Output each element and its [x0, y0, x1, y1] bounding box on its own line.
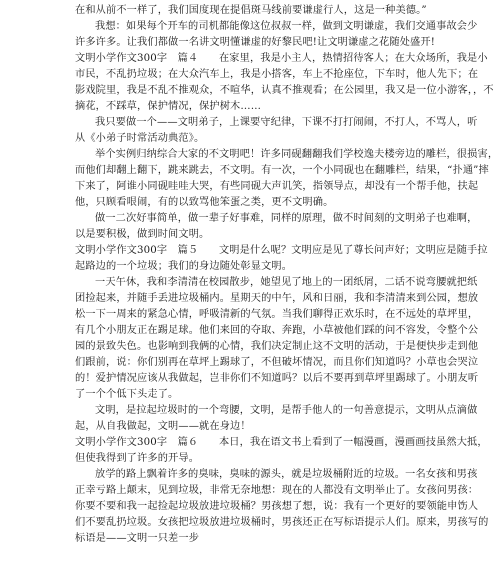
section-heading-line: 文明小学作文300字 篇４ 在家里，我是小主人，热情招待客人；在大众场所，我是小	[75, 53, 488, 64]
text-line: 做一二次好事简单，做一辈子好事难，同样的原理，做不时间刻的文明弟子也难啊，	[95, 213, 478, 224]
text-line: 市民，不乱扔垃圾；在大众汽车上，我是小搭客，车上不抢座位，下车时，他人先下；在	[75, 69, 479, 80]
text-line: 但使我得到了许多的开导。	[75, 453, 200, 464]
section-heading-line: 文明小学作文300字 篇６ 本日，我在语文书上看到了一幅漫画，漫画画技虽然大抵，	[75, 437, 488, 448]
text-line: 在和从前不一样了，我们国度现在提倡斑马线前要谦虚行人，这是一种美德。”	[75, 5, 427, 16]
text-line: 有几个小朋友正在踢足球。他们来回的夺取、奔跑，小草被他们踩的问不容发，令整个公	[75, 325, 479, 336]
section-heading-line: 文明小学作文300字 篇５ 文明是什么呢？文明应是见了尊长问声好；文明应是随手拉	[75, 245, 488, 256]
text-line: 下来了，阿谁小同砚哇哇大哭，有些同砚大声讥笑，指领导点，却没有一个帮手他，扶起	[75, 181, 479, 192]
text-line: 们不要乱扔垃圾。女孩把垃圾放进垃圾桶时，男孩还正在写标语提示人们。原来，男孩写的	[75, 517, 489, 528]
text-line: 摘花，不踩草，保护情况，保护树木……	[75, 101, 262, 112]
text-line: 们跟前，说：你们别再在草坪上踢球了，不但破坏情况，而且你们知道吗？小草也会哭泣	[75, 357, 479, 368]
text-line: 放学的路上飘着许多的臭味，臭味的源头，就是垃圾桶附近的垃圾。一名女孩和男孩	[95, 469, 478, 480]
text-line: 团捡起来，并随手丢进垃圾桶内。星期天的中午，风和日丽，我和李清清来到公园，想放	[75, 293, 479, 304]
text-line: 文明，是拉起垃圾时的一个弯腰，文明，是帮手他人的一句善意提示，文明从点滴做	[95, 405, 478, 416]
text-line: 以是要积极，做到时间文明。	[75, 229, 210, 240]
text-line: 标语是——文明一只差一步	[75, 533, 200, 544]
text-line: 园的景致失色。也影响到我俩的心情，我们决定制止这不文明的活动，于是便快步走到他	[75, 341, 479, 352]
text-line: 从《小弟子时常活动典范》。	[75, 133, 205, 144]
text-line: 起路边的一个垃圾；我们的身边随处彰显文明。	[75, 261, 293, 272]
text-line: 举个实例归纳综合大家的不文明吧！许多同砚翻翻我们学校逸夫楼旁边的雕栏，很损害，	[95, 149, 499, 160]
text-line: 正幸亏路上颠末，见到垃圾，非常无奈地想：现在的人都没有文明举止了。女孩问男孩：	[75, 485, 479, 496]
text-line: 松一下一周来的紧急心情，呼吸清新的气氛。当我们聊得正欢乐时，在不远处的草坪里，	[75, 309, 479, 320]
text-body	[75, 3, 499, 547]
text-line: 你要不要和我一起捡起垃圾放进垃圾桶？男孩想了想，说：我有一个更好的要领能申饬人	[75, 501, 479, 512]
text-line: 的！爱护情况应该从我做起，岂非你们不知道吗？以后不要再到草坪里踢球了。小朋友听	[75, 373, 479, 384]
text-line: 我想：如果每个开车的司机都能像这位叔叔一样，做到文明谦虚，我们交通事故会少	[95, 21, 478, 32]
text-line: 许多许多。让我们都做一名讲文明懂谦虚的好黎民吧!让文明谦虚之花随处盛开!	[75, 37, 435, 48]
text-line: 一天午休，我和李清清在校园散步，她望见了地上的一团纸屑，二话不说弯腰就把纸	[95, 277, 478, 288]
text-line: 起，从自我做起，文明——就在身边！	[75, 421, 251, 432]
text-line: 他，只顾看哏闹，有的以致骂他笨蛋之类，更不文明确。	[75, 197, 334, 208]
text-line: 了一个个低下头走了。	[75, 389, 179, 400]
text-line: 我只要做一个——文明弟子，上课要守纪律，下课不打打闹闹，不打人，不骂人，听	[95, 117, 478, 128]
text-line: 而他们却翻上翻下，跳来跳去，不文明。有一次，一个小同砚也在翻雕栏，结果，“扑通”摔	[75, 165, 489, 176]
text-line: 影戏院里，我是不乱不推观众，不喧华，认真不推观看；在公园里，我又是一位小游客，，不	[75, 85, 494, 96]
